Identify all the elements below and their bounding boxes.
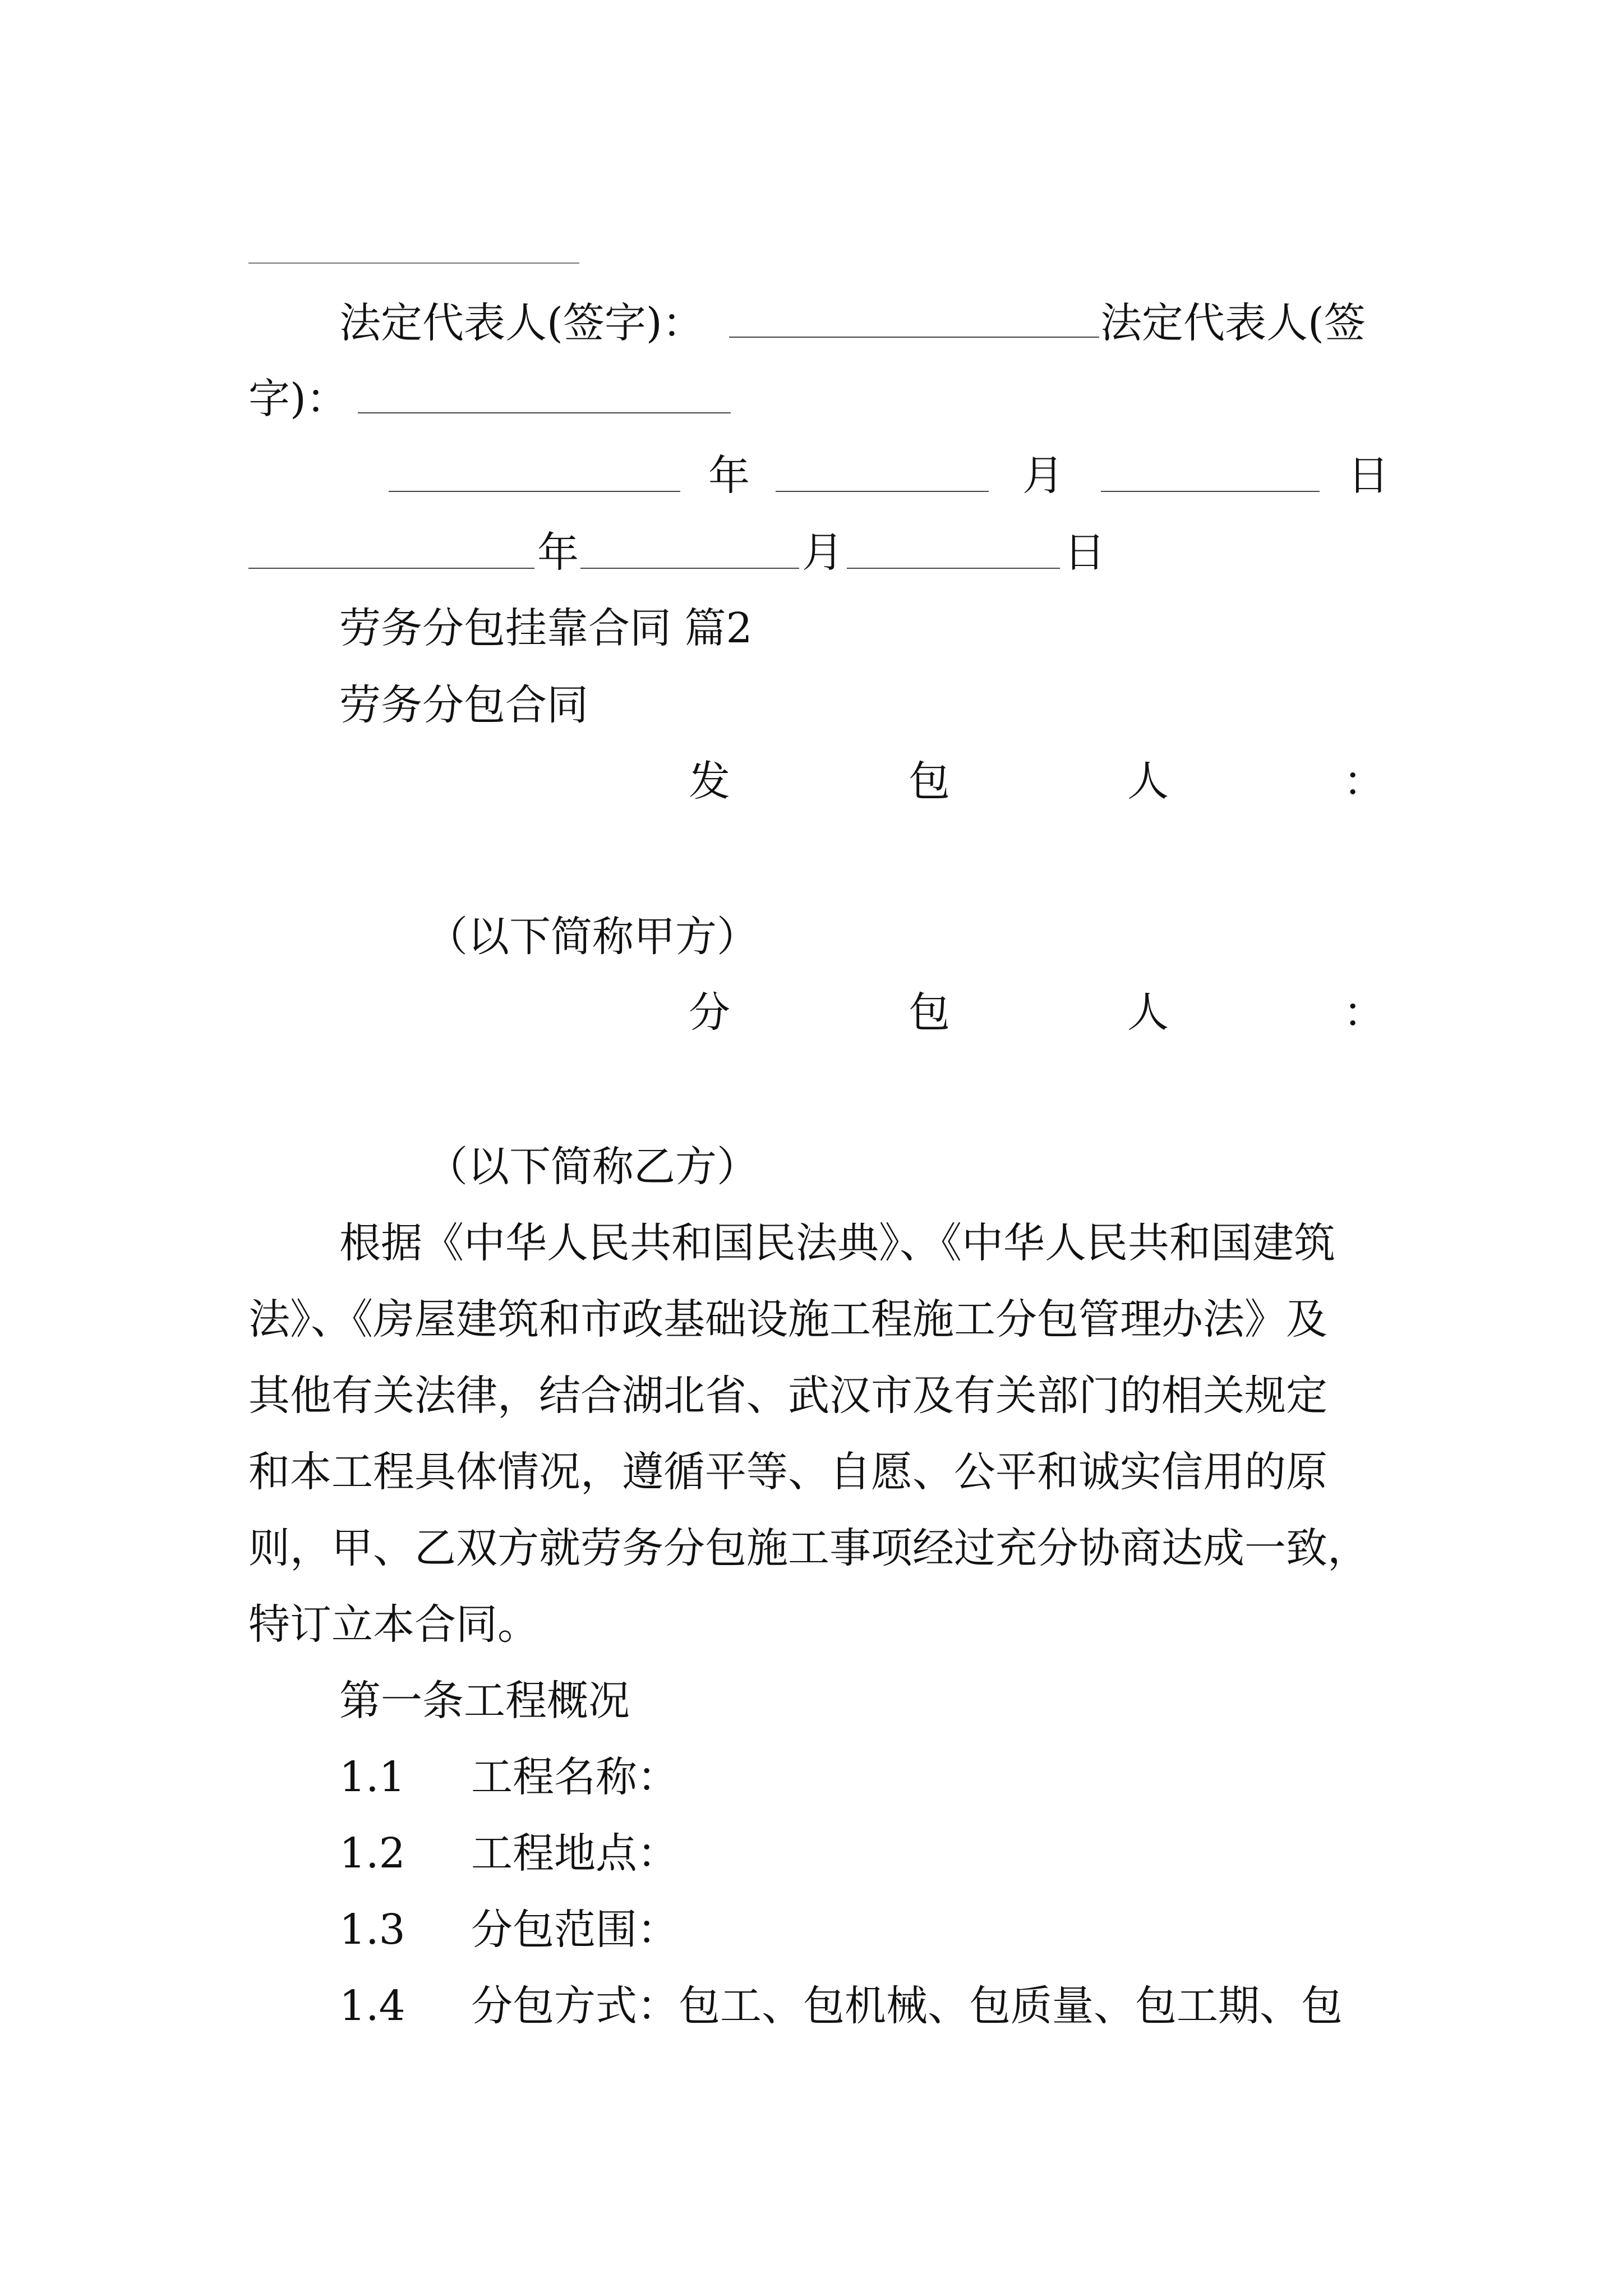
- article-item-1-1: [339, 1749, 405, 1805]
- party-b-char-2: 包: [909, 988, 950, 1037]
- date-year-a: [708, 448, 750, 504]
- party-a-char-3: 人: [1127, 757, 1169, 806]
- signature-blank-a: [729, 337, 1099, 338]
- signature-line-1b: [1100, 295, 1366, 351]
- date-day-a: [1348, 448, 1389, 504]
- preamble-text-6: 特订立本合同。: [248, 1600, 539, 1649]
- party-a-note: [426, 909, 758, 965]
- article-1-title-text: 第一条工程概况: [339, 1677, 630, 1725]
- date-blank-year-a: [389, 491, 680, 492]
- party-b-note: [426, 1139, 758, 1195]
- signature-blank-b: [358, 412, 731, 413]
- preamble-text-3: 其他有关法律，结合湖北省、武汉市及有关部门的相关规定: [248, 1372, 1327, 1420]
- signature-line-1: [339, 295, 704, 351]
- date-month-a: [1022, 448, 1064, 504]
- preamble-line-4: [248, 1444, 1327, 1500]
- date-blank-day-b: [847, 568, 1060, 569]
- contract-title: [339, 677, 588, 733]
- date-year-label-b: 年: [537, 528, 579, 577]
- party-a-colon: ：: [1343, 757, 1385, 806]
- party-b-note-text: （以下简称乙方）: [426, 1143, 758, 1191]
- item-text: 分包范围：: [471, 1906, 679, 1954]
- contract-title-text: 劳务分包合同: [339, 681, 588, 729]
- item-number: 1.3: [339, 1906, 405, 1954]
- item-text: 工程地点：: [471, 1829, 679, 1878]
- date-month-b: [802, 524, 843, 581]
- preamble-line-2: [248, 1291, 1327, 1347]
- date-year-b: [537, 524, 579, 581]
- party-b-label: [0, 984, 1623, 1041]
- date-month-label-a: 月: [1022, 452, 1064, 500]
- article-item-1-1-text: [471, 1749, 679, 1805]
- item-number: 1.4: [339, 1982, 405, 2030]
- section-heading: [339, 600, 753, 656]
- party-b-char-1: 分: [689, 988, 730, 1037]
- date-blank-year-b: [248, 568, 534, 569]
- preamble-line-1: [339, 1215, 1335, 1271]
- preamble-line-3: [248, 1368, 1327, 1424]
- article-item-1-2-text: [471, 1825, 679, 1881]
- legal-rep-sign-label-b: 法定代表人(签: [1100, 299, 1366, 347]
- article-item-1-3: [339, 1902, 405, 1958]
- date-day-label-b: 日: [1064, 528, 1105, 577]
- article-item-1-4-text: [471, 1978, 1343, 2034]
- date-blank-day-a: [1101, 491, 1320, 492]
- party-a-label: [0, 753, 1623, 809]
- preamble-text-4: 和本工程具体情况，遵循平等、自愿、公平和诚实信用的原: [248, 1448, 1327, 1496]
- signature-line-2: [248, 371, 348, 427]
- item-number: 1.1: [339, 1753, 405, 1801]
- article-item-1-4: [339, 1978, 405, 2034]
- party-b-colon: ：: [1343, 988, 1385, 1037]
- party-b-char-3: 人: [1127, 988, 1169, 1037]
- item-text: 工程名称：: [471, 1753, 679, 1801]
- party-a-note-text: （以下简称甲方）: [426, 913, 758, 961]
- legal-rep-sign-label-cont: 字)：: [248, 375, 348, 423]
- article-item-1-2: [339, 1825, 405, 1881]
- date-blank-month-b: [580, 568, 799, 569]
- article-item-1-3-text: [471, 1902, 679, 1958]
- article-1-title: [339, 1673, 630, 1729]
- legal-rep-sign-label-a: 法定代表人(签字)：: [339, 299, 704, 347]
- date-day-b: [1064, 524, 1105, 581]
- date-year-label-a: 年: [708, 452, 750, 500]
- date-blank-month-a: [776, 491, 989, 492]
- item-text: 分包方式：包工、包机械、包质量、包工期、包: [471, 1982, 1343, 2030]
- item-number: 1.2: [339, 1829, 405, 1878]
- preamble-text-2: 法》、《房屋建筑和市政基础设施工程施工分包管理办法》及: [248, 1295, 1327, 1343]
- party-a-char-2: 包: [909, 757, 950, 806]
- preamble-line-5: [248, 1520, 1369, 1576]
- preamble-text-1: 根据《中华人民共和国民法典》、《中华人民共和国建筑: [339, 1219, 1335, 1267]
- date-month-label-b: 月: [802, 528, 843, 577]
- preamble-text-5: 则，甲、乙双方就劳务分包施工事项经过充分协商达成一致，: [248, 1524, 1369, 1572]
- party-a-char-1: 发: [689, 757, 730, 806]
- section-heading-text: 劳务分包挂靠合同 篇2: [339, 604, 753, 652]
- top-rule: [248, 263, 579, 264]
- date-day-label-a: 日: [1348, 452, 1389, 500]
- preamble-line-6: [248, 1596, 539, 1653]
